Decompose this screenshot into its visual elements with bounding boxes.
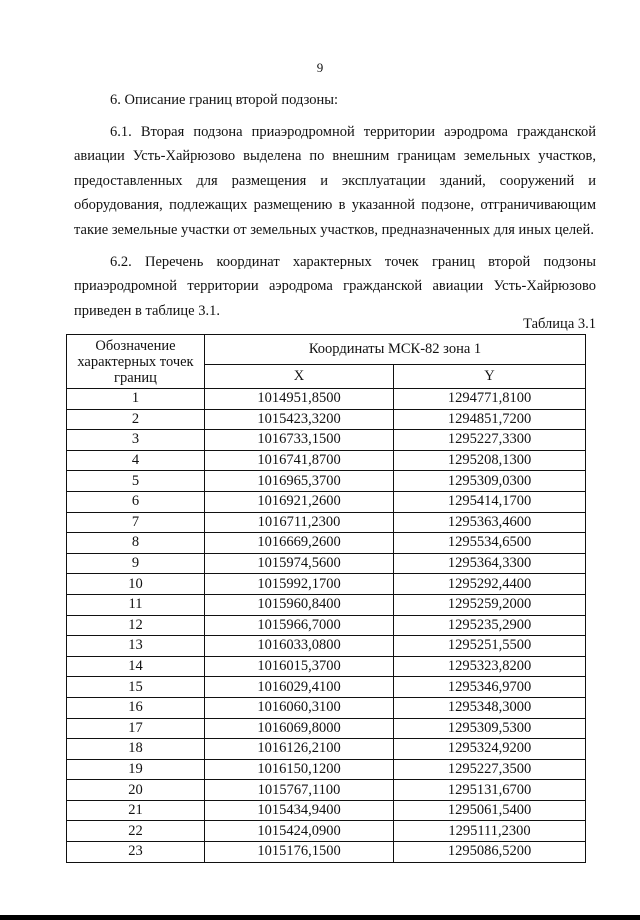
x-coordinate-cell: 1016029,4100 — [205, 677, 394, 698]
x-coordinate-cell: 1015966,7000 — [205, 615, 394, 636]
paragraph-6-1: 6.1. Вторая подзона приаэродромной территории аэродрома гражданской авиации Усть-Хайрюзово выделена по внешним границам земельных участков, предоставленных для размещения и эксплуатации зданий, сооружений и оборудования, подлежащих размещению в указанной подзоне, отграничивающим такие земельные участки от земельных участков, предназначенных для иных целей. — [74, 123, 596, 238]
point-number-cell: 5 — [67, 471, 205, 492]
x-coordinate-cell: 1016126,2100 — [205, 739, 394, 760]
point-number-cell: 22 — [67, 821, 205, 842]
x-coordinate-cell: 1016150,1200 — [205, 759, 394, 780]
x-coordinate-cell: 1015767,1100 — [205, 780, 394, 801]
y-coordinate-cell: 1295208,1300 — [394, 450, 586, 471]
paragraph-6-2: 6.2. Перечень координат характерных точек границ второй подзоны приаэродромной территории аэродрома гражданской авиации Усть-Хайрюзово приведен в таблице 3.1. — [74, 253, 596, 319]
body-text — [74, 88, 596, 330]
point-number-cell: 1 — [67, 389, 205, 410]
table-row — [67, 615, 586, 636]
point-number-cell: 17 — [67, 718, 205, 739]
y-coordinate-cell: 1295251,5500 — [394, 636, 586, 657]
table-row — [67, 512, 586, 533]
x-coordinate-cell: 1014951,8500 — [205, 389, 394, 410]
y-coordinate-cell: 1295131,6700 — [394, 780, 586, 801]
section-title: 6. Описание границ второй подзоны: — [110, 92, 338, 108]
x-coordinate-cell: 1015176,1500 — [205, 842, 394, 863]
point-number-cell: 23 — [67, 842, 205, 863]
header-row-1 — [67, 335, 586, 365]
table-row — [67, 821, 586, 842]
header-point-designation: Обозначение характерных точек границ — [67, 335, 205, 389]
point-number-cell: 20 — [67, 780, 205, 801]
y-coordinate-cell: 1295061,5400 — [394, 800, 586, 821]
header-coordinate-system: Координаты МСК-82 зона 1 — [205, 335, 586, 365]
y-coordinate-cell: 1295309,5300 — [394, 718, 586, 739]
table-row — [67, 553, 586, 574]
point-number-cell: 21 — [67, 800, 205, 821]
point-number-cell: 10 — [67, 574, 205, 595]
y-coordinate-cell: 1295292,4400 — [394, 574, 586, 595]
table-header — [67, 335, 586, 389]
point-number-cell: 6 — [67, 491, 205, 512]
y-coordinate-cell: 1294851,7200 — [394, 409, 586, 430]
y-coordinate-cell: 1295324,9200 — [394, 739, 586, 760]
table-row — [67, 533, 586, 554]
y-coordinate-cell: 1295348,3000 — [394, 697, 586, 718]
point-number-cell: 8 — [67, 533, 205, 554]
point-number-cell: 11 — [67, 594, 205, 615]
x-coordinate-cell: 1015423,3200 — [205, 409, 394, 430]
table-row — [67, 409, 586, 430]
table-row — [67, 430, 586, 451]
header-y: Y — [394, 365, 586, 389]
table-row — [67, 594, 586, 615]
table-row — [67, 450, 586, 471]
y-coordinate-cell: 1295086,5200 — [394, 842, 586, 863]
x-coordinate-cell: 1016921,2600 — [205, 491, 394, 512]
table-row — [67, 800, 586, 821]
point-number-cell: 3 — [67, 430, 205, 451]
scan-bottom-edge — [0, 915, 640, 920]
y-coordinate-cell: 1295259,2000 — [394, 594, 586, 615]
header-x: X — [205, 365, 394, 389]
y-coordinate-cell: 1295227,3300 — [394, 430, 586, 451]
x-coordinate-cell: 1015974,5600 — [205, 553, 394, 574]
table-row — [67, 574, 586, 595]
page-number: 9 — [316, 60, 324, 75]
table-row — [67, 780, 586, 801]
y-coordinate-cell: 1295111,2300 — [394, 821, 586, 842]
x-coordinate-cell: 1015434,9400 — [205, 800, 394, 821]
x-coordinate-cell: 1015992,1700 — [205, 574, 394, 595]
y-coordinate-cell: 1295235,2900 — [394, 615, 586, 636]
x-coordinate-cell: 1016733,1500 — [205, 430, 394, 451]
x-coordinate-cell: 1015424,0900 — [205, 821, 394, 842]
table-row — [67, 636, 586, 657]
x-coordinate-cell: 1016033,0800 — [205, 636, 394, 657]
x-coordinate-cell: 1016669,2600 — [205, 533, 394, 554]
table-row — [67, 389, 586, 410]
point-number-cell: 9 — [67, 553, 205, 574]
x-coordinate-cell: 1016965,3700 — [205, 471, 394, 492]
y-coordinate-cell: 1295309,0300 — [394, 471, 586, 492]
point-number-cell: 12 — [67, 615, 205, 636]
table-row — [67, 842, 586, 863]
x-coordinate-cell: 1016015,3700 — [205, 656, 394, 677]
x-coordinate-cell: 1016060,3100 — [205, 697, 394, 718]
point-number-cell: 4 — [67, 450, 205, 471]
table-row — [67, 697, 586, 718]
table-row — [67, 677, 586, 698]
table-body — [67, 389, 586, 863]
point-number-cell: 15 — [67, 677, 205, 698]
table-row — [67, 471, 586, 492]
x-coordinate-cell: 1015960,8400 — [205, 594, 394, 615]
table-row — [67, 656, 586, 677]
point-number-cell: 16 — [67, 697, 205, 718]
coordinates-table — [66, 334, 586, 863]
table-row — [67, 718, 586, 739]
y-coordinate-cell: 1295414,1700 — [394, 491, 586, 512]
y-coordinate-cell: 1295323,8200 — [394, 656, 586, 677]
x-coordinate-cell: 1016741,8700 — [205, 450, 394, 471]
point-number-cell: 13 — [67, 636, 205, 657]
point-number-cell: 2 — [67, 409, 205, 430]
y-coordinate-cell: 1295534,6500 — [394, 533, 586, 554]
point-number-cell: 18 — [67, 739, 205, 760]
point-number-cell: 19 — [67, 759, 205, 780]
y-coordinate-cell: 1294771,8100 — [394, 389, 586, 410]
y-coordinate-cell: 1295346,9700 — [394, 677, 586, 698]
table-row — [67, 739, 586, 760]
x-coordinate-cell: 1016711,2300 — [205, 512, 394, 533]
y-coordinate-cell: 1295363,4600 — [394, 512, 586, 533]
point-number-cell: 7 — [67, 512, 205, 533]
table-caption: Таблица 3.1 — [523, 316, 596, 332]
table-row — [67, 759, 586, 780]
table-row — [67, 491, 586, 512]
y-coordinate-cell: 1295364,3300 — [394, 553, 586, 574]
y-coordinate-cell: 1295227,3500 — [394, 759, 586, 780]
x-coordinate-cell: 1016069,8000 — [205, 718, 394, 739]
point-number-cell: 14 — [67, 656, 205, 677]
